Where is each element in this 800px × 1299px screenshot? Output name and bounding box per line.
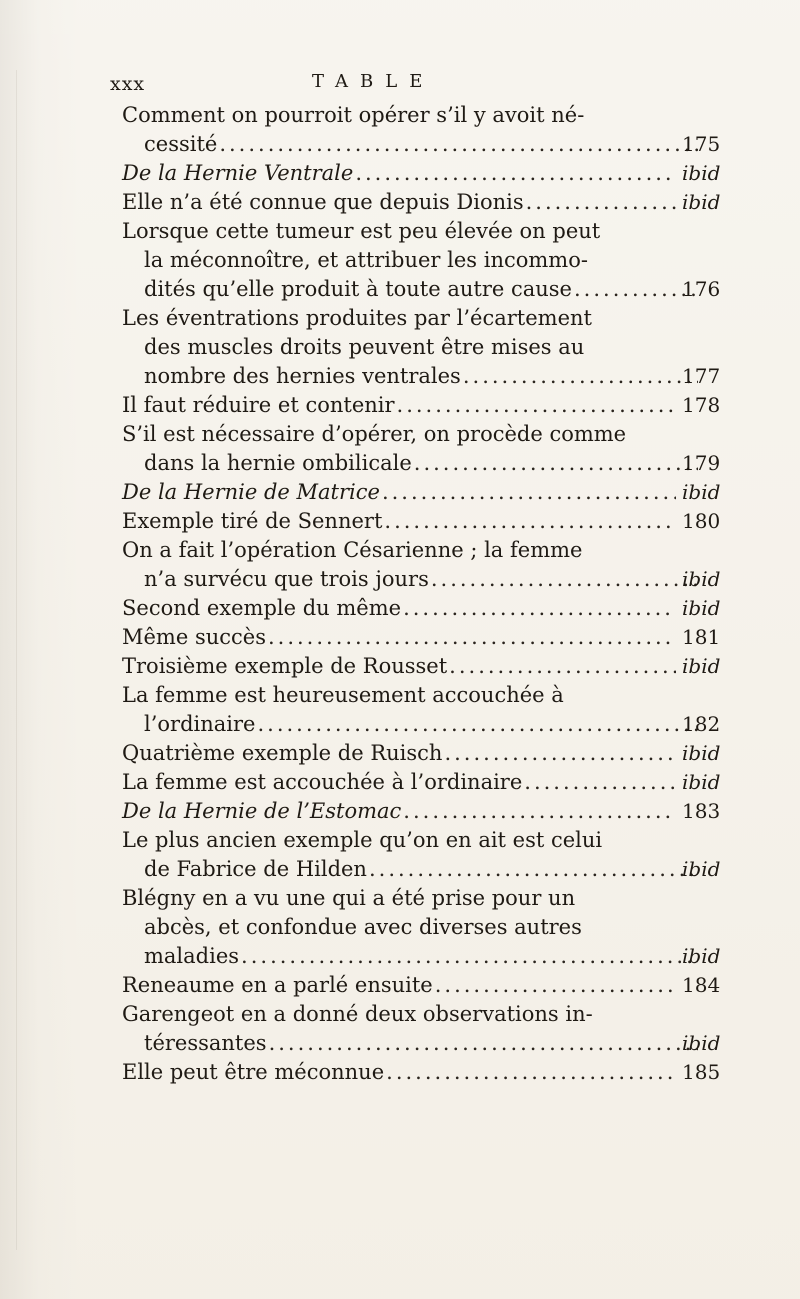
toc-entry: [122, 304, 721, 391]
toc-entry-text: [122, 826, 682, 884]
toc-entry: [122, 623, 721, 652]
toc-entry-last-line: [122, 275, 682, 304]
page-reference: 181: [682, 625, 721, 649]
toc-entry-line: [122, 681, 682, 710]
page-reference: 177: [682, 364, 721, 388]
toc-entry-text: [122, 797, 682, 826]
toc-entry-text: [122, 1058, 682, 1087]
toc-entry-last-line: [122, 797, 682, 826]
dot-leader: [257, 710, 698, 739]
dot-leader: [241, 942, 698, 971]
page-reference: ibid: [682, 770, 721, 794]
toc-entry-line: [122, 101, 682, 130]
toc-line-text: l’ordinaire: [144, 712, 256, 736]
toc-entry-last-line: [122, 710, 682, 739]
page-reference: 176: [682, 277, 721, 301]
toc-leader-row: [122, 797, 682, 826]
dot-leader: [397, 391, 676, 420]
toc-leader-row: [122, 971, 682, 1000]
toc-line-text: de Fabrice de Hilden: [144, 857, 367, 881]
running-title: TABLE: [312, 71, 435, 92]
page-reference: 185: [682, 1060, 721, 1084]
toc-entry-text: [122, 652, 682, 681]
toc-entry-last-line: [122, 594, 682, 623]
toc-leader-row: [122, 188, 682, 217]
page-reference: ibid: [682, 190, 721, 214]
toc-entry: [122, 188, 721, 217]
toc-line-text: dités qu’elle produit à toute autre cause: [144, 277, 572, 301]
toc-entry-last-line: [122, 652, 682, 681]
toc-entry-last-line: [122, 159, 682, 188]
page-reference: ibid: [682, 741, 721, 765]
section-heading-text: De la Hernie de l’Estomac: [122, 799, 402, 823]
toc-entry-line: [122, 1000, 682, 1029]
toc-entry-text: [122, 159, 682, 188]
toc-entry: [122, 884, 721, 971]
toc-entry-last-line: [122, 130, 682, 159]
dot-leader: [386, 1058, 676, 1087]
toc-entry: [122, 681, 721, 739]
toc-leader-row: [144, 130, 704, 159]
dot-leader: [431, 565, 698, 594]
page-reference: 175: [682, 132, 721, 156]
toc-entry: [122, 797, 721, 826]
dot-leader: [382, 478, 676, 507]
dot-leader: [463, 362, 698, 391]
toc-line-text: Garengeot en a donné deux observations in-: [122, 1002, 593, 1026]
toc-entry-last-line: [122, 768, 682, 797]
toc-line-text: téressantes: [144, 1031, 267, 1055]
toc-entry: [122, 768, 721, 797]
toc-entry-last-line: [122, 739, 682, 768]
toc-entry: [122, 507, 721, 536]
toc-line-text: Elle n’a été connue que depuis Dionis: [122, 190, 524, 214]
dot-leader: [268, 623, 676, 652]
toc-leader-row: [144, 449, 704, 478]
page-reference: 180: [682, 509, 721, 533]
dot-leader: [355, 159, 676, 188]
toc-entry-text: [122, 391, 682, 420]
toc-line-text: Exemple tiré de Sennert: [122, 509, 383, 533]
dot-leader: [574, 275, 698, 304]
toc-line-text: maladies: [144, 944, 240, 968]
toc-entry-text: [122, 739, 682, 768]
toc-line-text: n’a survécu que trois jours: [144, 567, 429, 591]
toc-entry: [122, 536, 721, 594]
toc-entry-line: [122, 536, 682, 565]
toc-line-text: Comment on pourroit opérer s’il y avoit né-: [122, 103, 585, 127]
toc-line-text: Lorsque cette tumeur est peu élevée on peut: [122, 219, 601, 243]
page-reference: ibid: [682, 1031, 721, 1055]
toc-entry: [122, 1058, 721, 1087]
toc-entry: [122, 217, 721, 304]
page-number: xxx: [110, 73, 146, 95]
page-reference: ibid: [682, 596, 721, 620]
toc-line-text: nombre des hernies ventrales: [144, 364, 461, 388]
page-reference: ibid: [682, 857, 721, 881]
toc-entry-last-line: [122, 1029, 682, 1058]
toc-entry-line: [122, 826, 682, 855]
toc-entry-last-line: [122, 362, 682, 391]
toc-entry-line: [122, 304, 682, 333]
toc-leader-row: [122, 739, 682, 768]
toc-entry-text: [122, 681, 682, 739]
toc-entry-text: [122, 594, 682, 623]
toc-entry-last-line: [122, 188, 682, 217]
toc-leader-row: [122, 594, 682, 623]
toc-entry-last-line: [122, 478, 682, 507]
toc-entry-text: [122, 478, 682, 507]
toc-leader-row: [144, 275, 704, 304]
toc-entry-last-line: [122, 855, 682, 884]
page-reference: ibid: [682, 654, 721, 678]
toc-line-text: Il faut réduire et contenir: [122, 393, 395, 417]
page-reference: 184: [682, 973, 721, 997]
toc-leader-row: [122, 623, 682, 652]
toc-entry-line: [122, 420, 682, 449]
toc-leader-row: [144, 855, 704, 884]
toc-entry: [122, 594, 721, 623]
toc-entry-text: [122, 1000, 682, 1058]
page-edge-shadow: [16, 70, 17, 1250]
page-reference: ibid: [682, 480, 721, 504]
toc-leader-row: [122, 478, 682, 507]
toc-entry: [122, 1000, 721, 1058]
page-reference: ibid: [682, 161, 721, 185]
toc-leader-row: [144, 942, 704, 971]
toc-entry-last-line: [122, 507, 682, 536]
toc-entry-line: [122, 246, 682, 275]
toc-leader-row: [144, 362, 704, 391]
page-reference: 182: [682, 712, 721, 736]
page-reference: ibid: [682, 944, 721, 968]
dot-leader: [403, 797, 676, 826]
dot-leader: [449, 652, 676, 681]
table-of-contents: [122, 101, 721, 1087]
dot-leader: [524, 768, 676, 797]
toc-entry: [122, 391, 721, 420]
toc-line-text: Les éventrations produites par l’écartement: [122, 306, 592, 330]
toc-entry-text: [122, 507, 682, 536]
toc-entry: [122, 159, 721, 188]
toc-entry-last-line: [122, 623, 682, 652]
toc-line-text: des muscles droits peuvent être mises au: [144, 335, 585, 359]
dot-leader: [526, 188, 676, 217]
toc-line-text: Même succès: [122, 625, 266, 649]
toc-entry-last-line: [122, 565, 682, 594]
section-heading-text: De la Hernie de Matrice: [122, 480, 380, 504]
toc-line-text: abcès, et confondue avec diverses autres: [144, 915, 582, 939]
toc-entry: [122, 652, 721, 681]
toc-entry: [122, 101, 721, 159]
toc-line-text: On a fait l’opération Césarienne ; la femme: [122, 538, 583, 562]
toc-entry-text: [122, 884, 682, 971]
toc-leader-row: [122, 768, 682, 797]
toc-entry-last-line: [122, 971, 682, 1000]
toc-entry: [122, 739, 721, 768]
page-header: [110, 71, 670, 97]
toc-entry-line: [122, 333, 682, 362]
toc-line-text: Reneaume en a parlé ensuite: [122, 973, 433, 997]
dot-leader: [444, 739, 676, 768]
toc-line-text: cessité: [144, 132, 218, 156]
page-reference: ibid: [682, 567, 721, 591]
toc-entry: [122, 826, 721, 884]
dot-leader: [435, 971, 676, 1000]
dot-leader: [403, 594, 676, 623]
toc-entry-text: [122, 971, 682, 1000]
toc-line-text: S’il est nécessaire d’opérer, on procède comme: [122, 422, 627, 446]
toc-entry-last-line: [122, 449, 682, 478]
toc-entry-text: [122, 536, 682, 594]
toc-leader-row: [144, 565, 704, 594]
toc-leader-row: [122, 391, 682, 420]
toc-entry-text: [122, 623, 682, 652]
page-reference: 179: [682, 451, 721, 475]
toc-entry-last-line: [122, 942, 682, 971]
toc-leader-row: [122, 159, 682, 188]
dot-leader: [219, 130, 698, 159]
toc-line-text: Second exemple du même: [122, 596, 402, 620]
toc-line-text: Troisième exemple de Rousset: [122, 654, 448, 678]
dot-leader: [384, 507, 676, 536]
page-reference: 183: [682, 799, 721, 823]
toc-line-text: Elle peut être méconnue: [122, 1060, 385, 1084]
section-heading-text: De la Hernie Ventrale: [122, 161, 354, 185]
toc-entry-text: [122, 217, 682, 304]
toc-leader-row: [122, 652, 682, 681]
dot-leader: [269, 1029, 698, 1058]
toc-line-text: La femme est accouchée à l’ordinaire: [122, 770, 523, 794]
toc-leader-row: [144, 710, 704, 739]
dot-leader: [414, 449, 698, 478]
toc-line-text: Le plus ancien exemple qu’on en ait est celui: [122, 828, 603, 852]
toc-entry-last-line: [122, 391, 682, 420]
toc-entry: [122, 971, 721, 1000]
toc-entry-text: [122, 304, 682, 391]
dot-leader: [369, 855, 698, 884]
toc-entry-line: [122, 884, 682, 913]
page-reference: 178: [682, 393, 721, 417]
toc-line-text: la méconnoître, et attribuer les incommo-: [144, 248, 588, 272]
toc-line-text: dans la hernie ombilicale: [144, 451, 412, 475]
toc-line-text: Blégny en a vu une qui a été prise pour un: [122, 886, 576, 910]
toc-entry-last-line: [122, 1058, 682, 1087]
toc-line-text: Quatrième exemple de Ruisch: [122, 741, 443, 765]
toc-line-text: La femme est heureusement accouchée à: [122, 683, 564, 707]
toc-leader-row: [144, 1029, 704, 1058]
toc-entry: [122, 420, 721, 478]
toc-entry-line: [122, 217, 682, 246]
toc-entry-text: [122, 768, 682, 797]
toc-entry-line: [122, 913, 682, 942]
toc-entry-text: [122, 188, 682, 217]
toc-leader-row: [122, 1058, 682, 1087]
toc-entry-text: [122, 420, 682, 478]
toc-leader-row: [122, 507, 682, 536]
toc-entry: [122, 478, 721, 507]
toc-entry-text: [122, 101, 682, 159]
